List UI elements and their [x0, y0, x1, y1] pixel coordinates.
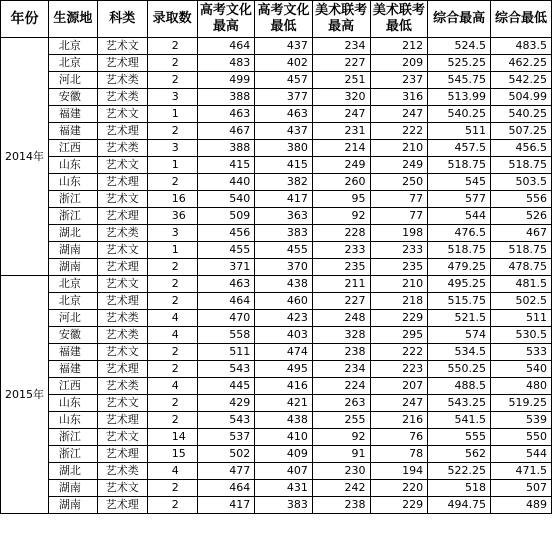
table-row	[1, 157, 552, 174]
cell-art-max: 247	[312, 106, 370, 123]
cell-culture-min: 417	[255, 191, 313, 208]
cell-total-max: 540.25	[428, 106, 491, 123]
cell-category: 艺术理	[97, 174, 147, 191]
cell-category: 艺术理	[97, 293, 147, 310]
cell-admitted: 2	[147, 412, 197, 429]
cell-category: 艺术类	[97, 463, 147, 480]
cell-admitted: 2	[147, 174, 197, 191]
table-row	[1, 89, 552, 106]
cell-art-min: 207	[370, 378, 428, 395]
cell-culture-min: 431	[255, 480, 313, 497]
table-row	[1, 208, 552, 225]
cell-total-min: 507	[491, 480, 552, 497]
cell-art-max: 95	[312, 191, 370, 208]
cell-culture-min: 457	[255, 72, 313, 89]
cell-total-max: 479.25	[428, 259, 491, 276]
cell-culture-max: 388	[197, 140, 255, 157]
cell-category: 艺术理	[97, 208, 147, 225]
cell-art-min: 220	[370, 480, 428, 497]
cell-art-max: 91	[312, 446, 370, 463]
cell-art-max: 238	[312, 497, 370, 514]
cell-culture-max: 417	[197, 497, 255, 514]
cell-art-min: 316	[370, 89, 428, 106]
cell-origin: 湖南	[48, 480, 97, 497]
cell-total-min: 480	[491, 378, 552, 395]
header-culture-min: 高考文化最低	[255, 1, 313, 38]
cell-art-min: 77	[370, 208, 428, 225]
cell-culture-min: 363	[255, 208, 313, 225]
cell-origin: 福建	[48, 106, 97, 123]
cell-art-min: 212	[370, 38, 428, 55]
cell-origin: 安徽	[48, 89, 97, 106]
cell-art-max: 235	[312, 259, 370, 276]
cell-origin: 北京	[48, 293, 97, 310]
cell-origin: 北京	[48, 276, 97, 293]
cell-culture-min: 423	[255, 310, 313, 327]
cell-art-max: 251	[312, 72, 370, 89]
cell-culture-max: 429	[197, 395, 255, 412]
cell-culture-min: 438	[255, 276, 313, 293]
cell-origin: 江西	[48, 140, 97, 157]
cell-admitted: 2	[147, 123, 197, 140]
cell-culture-min: 382	[255, 174, 313, 191]
cell-admitted: 4	[147, 378, 197, 395]
cell-art-min: 235	[370, 259, 428, 276]
cell-culture-max: 463	[197, 276, 255, 293]
cell-art-min: 229	[370, 310, 428, 327]
cell-art-min: 78	[370, 446, 428, 463]
cell-admitted: 2	[147, 276, 197, 293]
cell-total-max: 518.75	[428, 242, 491, 259]
cell-admitted: 1	[147, 157, 197, 174]
cell-art-min: 216	[370, 412, 428, 429]
header-art-min: 美术联考最低	[370, 1, 428, 38]
cell-culture-max: 440	[197, 174, 255, 191]
cell-admitted: 2	[147, 38, 197, 55]
cell-culture-min: 463	[255, 106, 313, 123]
table-row	[1, 259, 552, 276]
cell-total-max: 543.25	[428, 395, 491, 412]
cell-art-min: 223	[370, 361, 428, 378]
cell-art-min: 295	[370, 327, 428, 344]
cell-total-max: 550.25	[428, 361, 491, 378]
cell-art-max: 255	[312, 412, 370, 429]
cell-total-min: 540	[491, 361, 552, 378]
cell-art-max: 224	[312, 378, 370, 395]
cell-total-max: 574	[428, 327, 491, 344]
cell-total-min: 481.5	[491, 276, 552, 293]
cell-total-max: 521.5	[428, 310, 491, 327]
cell-art-max: 320	[312, 89, 370, 106]
cell-total-min: 467	[491, 225, 552, 242]
cell-art-max: 242	[312, 480, 370, 497]
cell-category: 艺术理	[97, 412, 147, 429]
cell-total-max: 488.5	[428, 378, 491, 395]
cell-admitted: 2	[147, 55, 197, 72]
cell-total-max: 562	[428, 446, 491, 463]
header-row	[1, 1, 552, 38]
table-row	[1, 395, 552, 412]
cell-total-min: 462.25	[491, 55, 552, 72]
cell-origin: 湖南	[48, 259, 97, 276]
cell-origin: 湖北	[48, 463, 97, 480]
cell-art-max: 227	[312, 55, 370, 72]
header-origin: 生源地	[48, 1, 97, 38]
cell-category: 艺术文	[97, 106, 147, 123]
cell-origin: 江西	[48, 378, 97, 395]
table-row	[1, 412, 552, 429]
cell-total-min: 511	[491, 310, 552, 327]
table-row	[1, 497, 552, 514]
cell-total-max: 545.75	[428, 72, 491, 89]
cell-admitted: 2	[147, 72, 197, 89]
cell-origin: 北京	[48, 55, 97, 72]
cell-admitted: 4	[147, 310, 197, 327]
cell-art-max: 249	[312, 157, 370, 174]
cell-art-min: 247	[370, 395, 428, 412]
cell-culture-min: 380	[255, 140, 313, 157]
cell-category: 艺术理	[97, 55, 147, 72]
table-row	[1, 191, 552, 208]
cell-total-max: 513.99	[428, 89, 491, 106]
cell-culture-max: 540	[197, 191, 255, 208]
cell-art-max: 227	[312, 293, 370, 310]
cell-art-max: 238	[312, 344, 370, 361]
cell-origin: 浙江	[48, 446, 97, 463]
table-row	[1, 344, 552, 361]
cell-origin: 山东	[48, 157, 97, 174]
cell-category: 艺术文	[97, 157, 147, 174]
cell-culture-max: 483	[197, 55, 255, 72]
cell-category: 艺术文	[97, 242, 147, 259]
cell-origin: 福建	[48, 344, 97, 361]
cell-total-min: 504.99	[491, 89, 552, 106]
cell-admitted: 2	[147, 293, 197, 310]
cell-art-min: 76	[370, 429, 428, 446]
cell-culture-min: 409	[255, 446, 313, 463]
cell-admitted: 16	[147, 191, 197, 208]
header-admitted: 录取数	[147, 1, 197, 38]
table-row	[1, 123, 552, 140]
cell-culture-min: 438	[255, 412, 313, 429]
cell-category: 艺术类	[97, 225, 147, 242]
cell-total-max: 511	[428, 123, 491, 140]
cell-art-max: 248	[312, 310, 370, 327]
cell-admitted: 3	[147, 89, 197, 106]
cell-culture-max: 456	[197, 225, 255, 242]
cell-total-max: 544	[428, 208, 491, 225]
cell-admitted: 2	[147, 480, 197, 497]
cell-origin: 湖北	[48, 225, 97, 242]
table-row	[1, 463, 552, 480]
cell-category: 艺术文	[97, 480, 147, 497]
cell-admitted: 15	[147, 446, 197, 463]
cell-total-min: 530.5	[491, 327, 552, 344]
cell-art-min: 222	[370, 344, 428, 361]
cell-origin: 湖南	[48, 242, 97, 259]
cell-category: 艺术类	[97, 378, 147, 395]
cell-culture-max: 464	[197, 293, 255, 310]
cell-art-max: 92	[312, 429, 370, 446]
cell-total-max: 518	[428, 480, 491, 497]
cell-total-min: 526	[491, 208, 552, 225]
cell-culture-max: 445	[197, 378, 255, 395]
cell-art-max: 233	[312, 242, 370, 259]
cell-art-min: 198	[370, 225, 428, 242]
cell-total-min: 519.25	[491, 395, 552, 412]
cell-total-min: 539	[491, 412, 552, 429]
cell-origin: 安徽	[48, 327, 97, 344]
cell-art-max: 228	[312, 225, 370, 242]
cell-culture-max: 509	[197, 208, 255, 225]
cell-category: 艺术类	[97, 327, 147, 344]
cell-culture-max: 464	[197, 38, 255, 55]
table-row	[1, 429, 552, 446]
cell-total-min: 507.25	[491, 123, 552, 140]
cell-culture-min: 460	[255, 293, 313, 310]
cell-category: 艺术理	[97, 361, 147, 378]
cell-category: 艺术理	[97, 446, 147, 463]
cell-art-max: 234	[312, 38, 370, 55]
cell-art-max: 230	[312, 463, 370, 480]
cell-origin: 河北	[48, 310, 97, 327]
table-row	[1, 140, 552, 157]
table-row	[1, 480, 552, 497]
cell-art-min: 209	[370, 55, 428, 72]
cell-art-max: 231	[312, 123, 370, 140]
cell-culture-max: 467	[197, 123, 255, 140]
cell-admitted: 36	[147, 208, 197, 225]
cell-total-min: 544	[491, 446, 552, 463]
cell-culture-min: 421	[255, 395, 313, 412]
header-culture-max: 高考文化最高	[197, 1, 255, 38]
cell-total-max: 476.5	[428, 225, 491, 242]
cell-total-min: 542.25	[491, 72, 552, 89]
cell-admitted: 1	[147, 242, 197, 259]
cell-total-min: 550	[491, 429, 552, 446]
cell-culture-min: 415	[255, 157, 313, 174]
cell-culture-max: 388	[197, 89, 255, 106]
cell-culture-max: 371	[197, 259, 255, 276]
cell-total-min: 540.25	[491, 106, 552, 123]
cell-category: 艺术理	[97, 123, 147, 140]
cell-admitted: 2	[147, 395, 197, 412]
table-row	[1, 293, 552, 310]
cell-category: 艺术文	[97, 395, 147, 412]
table-row	[1, 378, 552, 395]
cell-culture-max: 477	[197, 463, 255, 480]
cell-art-min: 210	[370, 140, 428, 157]
cell-admitted: 1	[147, 106, 197, 123]
cell-total-max: 524.5	[428, 38, 491, 55]
cell-total-min: 556	[491, 191, 552, 208]
cell-culture-min: 474	[255, 344, 313, 361]
cell-origin: 北京	[48, 38, 97, 55]
cell-total-min: 489	[491, 497, 552, 514]
table-row	[1, 225, 552, 242]
cell-total-min: 456.5	[491, 140, 552, 157]
cell-total-max: 555	[428, 429, 491, 446]
year-cell: 2014年	[1, 38, 49, 276]
table-row	[1, 38, 552, 55]
cell-art-max: 214	[312, 140, 370, 157]
cell-origin: 湖南	[48, 497, 97, 514]
cell-total-min: 483.5	[491, 38, 552, 55]
cell-category: 艺术类	[97, 140, 147, 157]
cell-total-max: 495.25	[428, 276, 491, 293]
cell-art-max: 328	[312, 327, 370, 344]
cell-origin: 浙江	[48, 208, 97, 225]
header-total-min: 综合最低	[491, 1, 552, 38]
cell-total-max: 515.75	[428, 293, 491, 310]
cell-origin: 福建	[48, 361, 97, 378]
header-total-max: 综合最高	[428, 1, 491, 38]
cell-culture-min: 410	[255, 429, 313, 446]
cell-culture-min: 416	[255, 378, 313, 395]
cell-culture-min: 383	[255, 497, 313, 514]
cell-culture-max: 499	[197, 72, 255, 89]
cell-art-max: 92	[312, 208, 370, 225]
cell-category: 艺术类	[97, 89, 147, 106]
cell-culture-min: 370	[255, 259, 313, 276]
table-row	[1, 242, 552, 259]
cell-category: 艺术类	[97, 72, 147, 89]
cell-total-min: 503.5	[491, 174, 552, 191]
cell-admitted: 14	[147, 429, 197, 446]
cell-total-min: 518.75	[491, 242, 552, 259]
cell-culture-max: 502	[197, 446, 255, 463]
cell-total-min: 471.5	[491, 463, 552, 480]
table-row	[1, 55, 552, 72]
table-row	[1, 310, 552, 327]
cell-total-max: 457.5	[428, 140, 491, 157]
cell-culture-max: 463	[197, 106, 255, 123]
cell-culture-max: 543	[197, 361, 255, 378]
cell-total-max: 522.25	[428, 463, 491, 480]
cell-admitted: 3	[147, 140, 197, 157]
table-row	[1, 361, 552, 378]
cell-culture-min: 495	[255, 361, 313, 378]
cell-category: 艺术类	[97, 310, 147, 327]
cell-total-min: 502.5	[491, 293, 552, 310]
cell-art-min: 218	[370, 293, 428, 310]
cell-art-min: 77	[370, 191, 428, 208]
header-year: 年份	[1, 1, 49, 38]
table-row	[1, 327, 552, 344]
cell-total-min: 533	[491, 344, 552, 361]
cell-category: 艺术文	[97, 191, 147, 208]
cell-origin: 山东	[48, 174, 97, 191]
year-cell: 2015年	[1, 276, 49, 514]
cell-art-min: 229	[370, 497, 428, 514]
cell-admitted: 3	[147, 225, 197, 242]
cell-art-min: 250	[370, 174, 428, 191]
cell-art-min: 247	[370, 106, 428, 123]
cell-total-max: 541.5	[428, 412, 491, 429]
cell-culture-max: 470	[197, 310, 255, 327]
table-row	[1, 72, 552, 89]
cell-admitted: 2	[147, 344, 197, 361]
header-art-max: 美术联考最高	[312, 1, 370, 38]
cell-culture-min: 455	[255, 242, 313, 259]
cell-art-max: 211	[312, 276, 370, 293]
table-row	[1, 174, 552, 191]
cell-category: 艺术理	[97, 259, 147, 276]
table-row	[1, 276, 552, 293]
cell-culture-min: 402	[255, 55, 313, 72]
cell-admitted: 2	[147, 361, 197, 378]
cell-culture-max: 558	[197, 327, 255, 344]
cell-origin: 山东	[48, 395, 97, 412]
cell-culture-min: 437	[255, 38, 313, 55]
cell-total-max: 518.75	[428, 157, 491, 174]
cell-category: 艺术文	[97, 38, 147, 55]
header-category: 科类	[97, 1, 147, 38]
cell-culture-max: 543	[197, 412, 255, 429]
cell-origin: 浙江	[48, 429, 97, 446]
cell-total-min: 518.75	[491, 157, 552, 174]
cell-culture-min: 437	[255, 123, 313, 140]
cell-art-min: 237	[370, 72, 428, 89]
cell-art-min: 194	[370, 463, 428, 480]
cell-culture-max: 455	[197, 242, 255, 259]
cell-category: 艺术文	[97, 344, 147, 361]
cell-art-min: 222	[370, 123, 428, 140]
cell-admitted: 4	[147, 463, 197, 480]
cell-category: 艺术文	[97, 429, 147, 446]
cell-origin: 山东	[48, 412, 97, 429]
table-row	[1, 446, 552, 463]
cell-category: 艺术理	[97, 497, 147, 514]
cell-art-min: 210	[370, 276, 428, 293]
cell-total-min: 478.75	[491, 259, 552, 276]
cell-culture-min: 403	[255, 327, 313, 344]
cell-culture-max: 464	[197, 480, 255, 497]
cell-total-max: 494.75	[428, 497, 491, 514]
cell-culture-max: 537	[197, 429, 255, 446]
table-row	[1, 106, 552, 123]
cell-total-max: 525.25	[428, 55, 491, 72]
cell-total-max: 577	[428, 191, 491, 208]
cell-admitted: 4	[147, 327, 197, 344]
cell-art-max: 260	[312, 174, 370, 191]
cell-culture-max: 415	[197, 157, 255, 174]
cell-origin: 福建	[48, 123, 97, 140]
cell-culture-min: 383	[255, 225, 313, 242]
cell-culture-min: 377	[255, 89, 313, 106]
cell-origin: 浙江	[48, 191, 97, 208]
cell-culture-max: 511	[197, 344, 255, 361]
cell-total-max: 545	[428, 174, 491, 191]
cell-art-min: 233	[370, 242, 428, 259]
cell-category: 艺术文	[97, 276, 147, 293]
cell-admitted: 2	[147, 497, 197, 514]
cell-art-min: 249	[370, 157, 428, 174]
cell-culture-min: 407	[255, 463, 313, 480]
cell-total-max: 534.5	[428, 344, 491, 361]
cell-admitted: 2	[147, 259, 197, 276]
cell-art-max: 234	[312, 361, 370, 378]
cell-origin: 河北	[48, 72, 97, 89]
cell-art-max: 263	[312, 395, 370, 412]
